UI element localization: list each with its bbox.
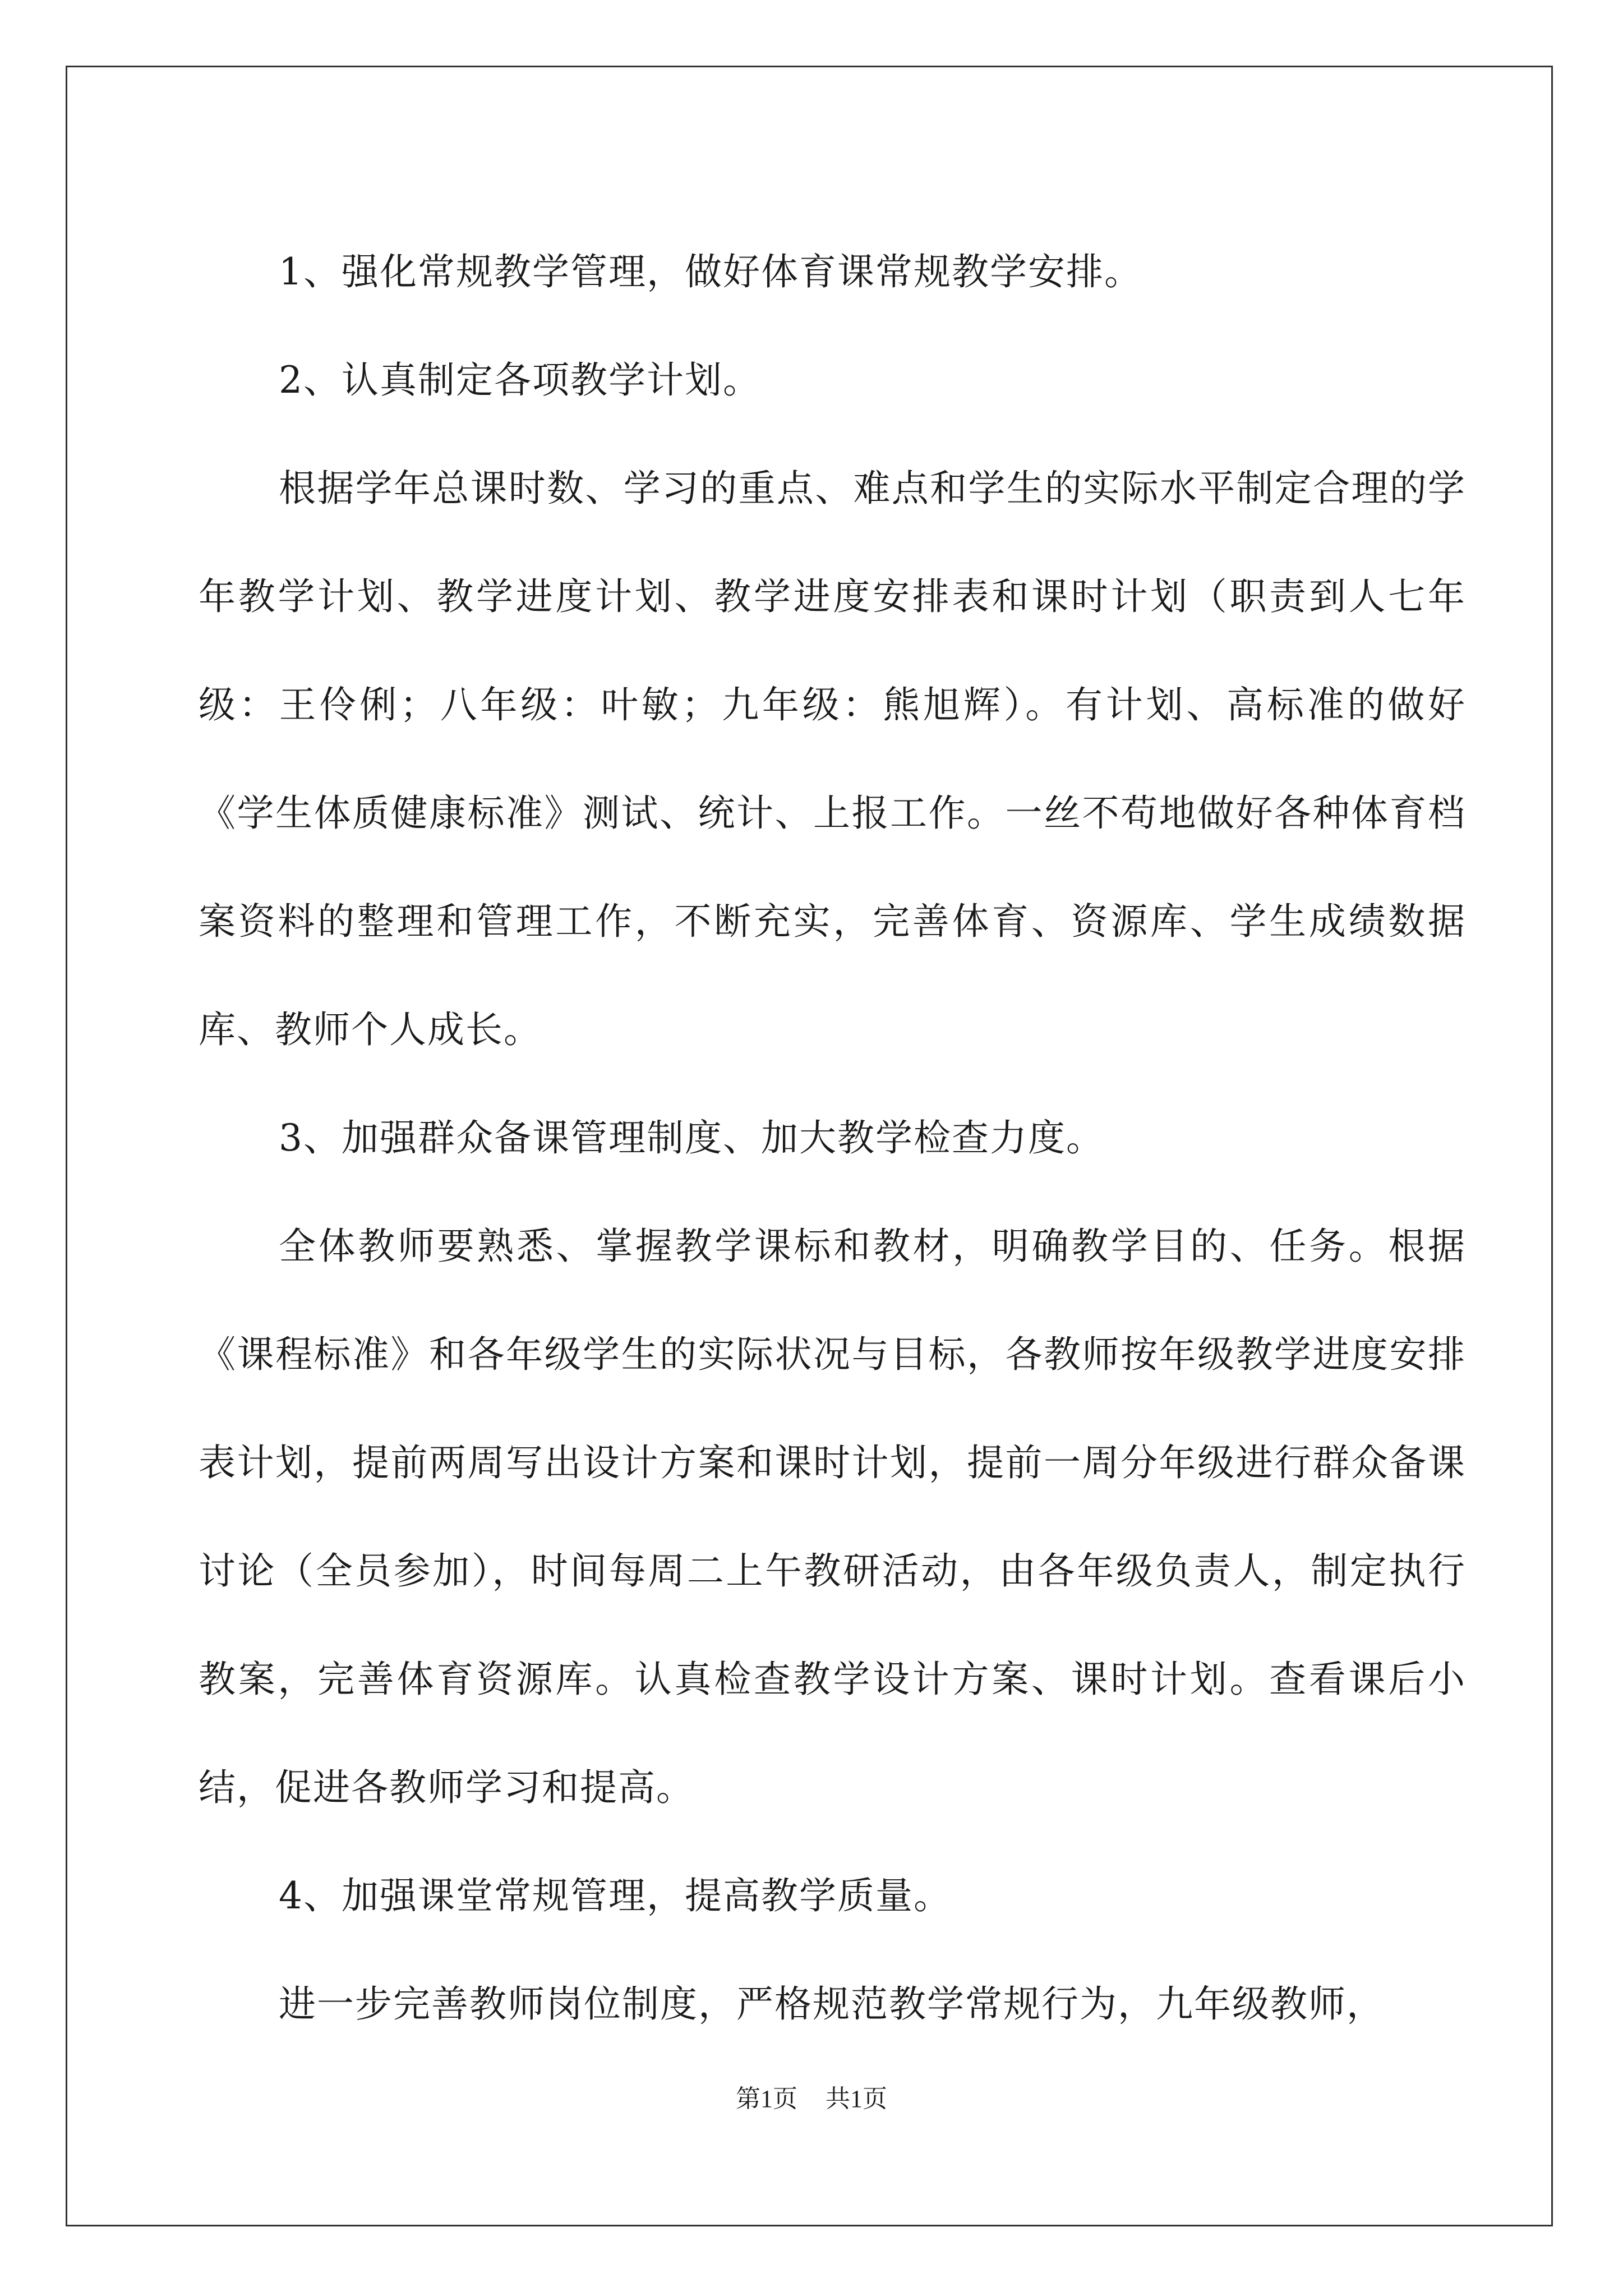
paragraph: 3、加强群众备课管理制度、加大教学检查力度。 — [279, 1116, 1104, 1159]
paragraph: 进一步完善教师岗位制度，严格规范教学常规行为，九年级教师， — [279, 1982, 1385, 2026]
paragraph: 2、认真制定各项教学计划。 — [279, 358, 761, 402]
page-number: 第1页 — [736, 2085, 797, 2113]
document-body — [199, 218, 1466, 2058]
paragraph: 1、强化常规教学管理，做好体育课常规教学安排。 — [279, 250, 1142, 293]
page-total: 共1页 — [826, 2085, 887, 2113]
paragraph: 全体教师要熟悉、掌握教学课标和教材，明确教学目的、任务。根据《课程标准》和各年级学生的实际状况与目标，各教师按年级教学进度安排表计划，提前两周写出设计方案和课时计划，提前一周分年级进行群众备课讨论（全员参加），时间每周二上午教研活动，由各年级负责人，制定执行教案，完善体育资源库。认真检查教学设计方案、课时计划。查看课后小结，促进各教师学习和提高。 — [199, 1225, 1466, 1809]
paragraph: 4、加强课堂常规管理，提高教学质量。 — [279, 1874, 952, 1917]
page-footer — [0, 2082, 1623, 2116]
paragraph: 根据学年总课时数、学习的重点、难点和学生的实际水平制定合理的学年教学计划、教学进度计划、教学进度安排表和课时计划（职责到人七年级：王伶俐；八年级：叶敏；九年级：熊旭辉）。有计划、高标准的做好《学生体质健康标准》测试、统计、上报工作。一丝不苟地做好各种体育档案资料的整理和管理工作，不断充实，完善体育、资源库、学生成绩数据库、教师个人成长。 — [199, 467, 1466, 1051]
